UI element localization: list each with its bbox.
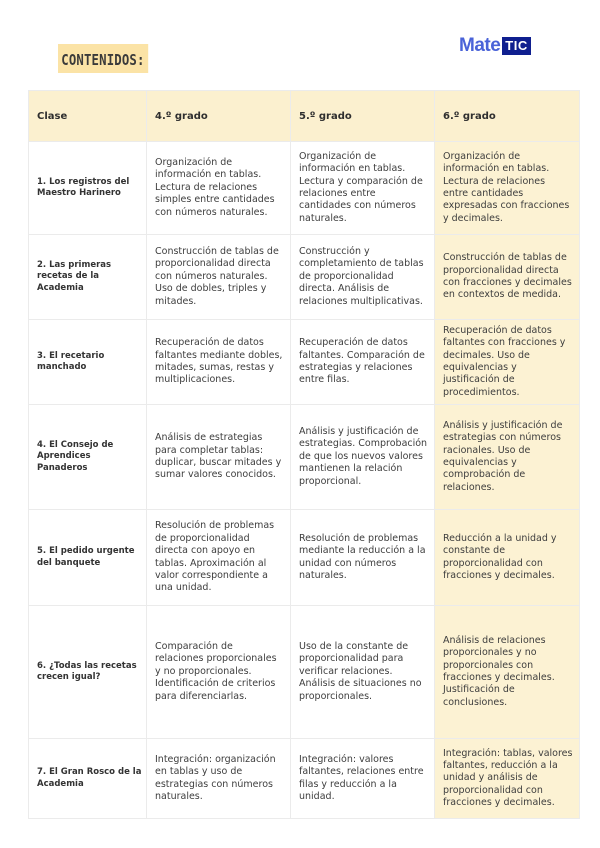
header-grado-5: 5.º grado (291, 91, 435, 142)
table-row (29, 235, 580, 320)
clase-cell: 7. El Gran Rosco de la Academia (29, 739, 147, 819)
clase-cell: 5. El pedido urgente del banquete (29, 510, 147, 606)
clase-cell: 6. ¿Todas las recetas crecen igual? (29, 606, 147, 739)
grado-5-cell: Integración: valores faltantes, relaciones entre filas y reducción a la unidad. (291, 739, 435, 819)
grado-5-cell: Uso de la constante de proporcionalidad para verificar relaciones. Análisis de situaciones no proporcionales. (291, 606, 435, 739)
grado-6-cell: Reducción a la unidad y constante de proporcionalidad con fracciones y decimales. (435, 510, 580, 606)
grado-4-cell: Análisis de estrategias para completar tablas: duplicar, buscar mitades y sumar valores conocidos. (147, 405, 291, 510)
grado-6-cell: Análisis de relaciones proporcionales y no proporcionales con fracciones y decimales. Justificación de conclusiones. (435, 606, 580, 739)
grado-6-cell: Integración: tablas, valores faltantes, reducción a la unidad y análisis de proporcionalidad con fracciones y decimales. (435, 739, 580, 819)
table-row (29, 142, 580, 235)
table-header-row (29, 91, 580, 142)
logo-text: Mate (459, 35, 501, 56)
matetic-logo (459, 35, 531, 57)
logo-box: TIC (502, 37, 530, 55)
table-row (29, 510, 580, 606)
grado-4-cell: Resolución de problemas de proporcionalidad directa con apoyo en tablas. Aproximación al valor correspondiente a una unidad. (147, 510, 291, 606)
table-row (29, 739, 580, 819)
header-grado-4: 4.º grado (147, 91, 291, 142)
grado-4-cell: Integración: organización en tablas y uso de estrategias con números naturales. (147, 739, 291, 819)
grado-5-cell: Análisis y justificación de estrategias. Comprobación de que los nuevos valores mantienen la relación proporcional. (291, 405, 435, 510)
grado-4-cell: Construcción de tablas de proporcionalidad directa con números naturales. Uso de dobles, triples y mitades. (147, 235, 291, 320)
grado-4-cell: Recuperación de datos faltantes mediante dobles, mitades, sumas, restas y multiplicaciones. (147, 320, 291, 405)
grado-6-cell: Análisis y justificación de estrategias con números racionales. Uso de equivalencias y comprobación de relaciones. (435, 405, 580, 510)
contents-table (28, 90, 580, 819)
table-row (29, 606, 580, 739)
grado-6-cell: Organización de información en tablas. Lectura de relaciones entre cantidades expresadas con fracciones y decimales. (435, 142, 580, 235)
grado-4-cell: Comparación de relaciones proporcionales y no proporcionales. Identificación de criterios para diferenciarlas. (147, 606, 291, 739)
grado-5-cell: Resolución de problemas mediante la reducción a la unidad con números naturales. (291, 510, 435, 606)
grado-5-cell: Construcción y completamiento de tablas de proporcionalidad directa. Análisis de relaciones multiplicativas. (291, 235, 435, 320)
clase-cell: 4. El Consejo de Aprendices Panaderos (29, 405, 147, 510)
page-heading: CONTENIDOS: (58, 44, 148, 73)
table-row (29, 320, 580, 405)
clase-cell: 3. El recetario manchado (29, 320, 147, 405)
grado-6-cell: Recuperación de datos faltantes con fracciones y decimales. Uso de equivalencias y justificación de procedimientos. (435, 320, 580, 405)
header-clase: Clase (29, 91, 147, 142)
table-row (29, 405, 580, 510)
grado-4-cell: Organización de información en tablas. Lectura de relaciones simples entre cantidades con números naturales. (147, 142, 291, 235)
clase-cell: 2. Las primeras recetas de la Academia (29, 235, 147, 320)
grado-5-cell: Organización de información en tablas. Lectura y comparación de relaciones entre cantidades con números naturales. (291, 142, 435, 235)
clase-cell: 1. Los registros del Maestro Harinero (29, 142, 147, 235)
header-grado-6: 6.º grado (435, 91, 580, 142)
grado-6-cell: Construcción de tablas de proporcionalidad directa con fracciones y decimales en contextos de medida. (435, 235, 580, 320)
grado-5-cell: Recuperación de datos faltantes. Comparación de estrategias y relaciones entre filas. (291, 320, 435, 405)
